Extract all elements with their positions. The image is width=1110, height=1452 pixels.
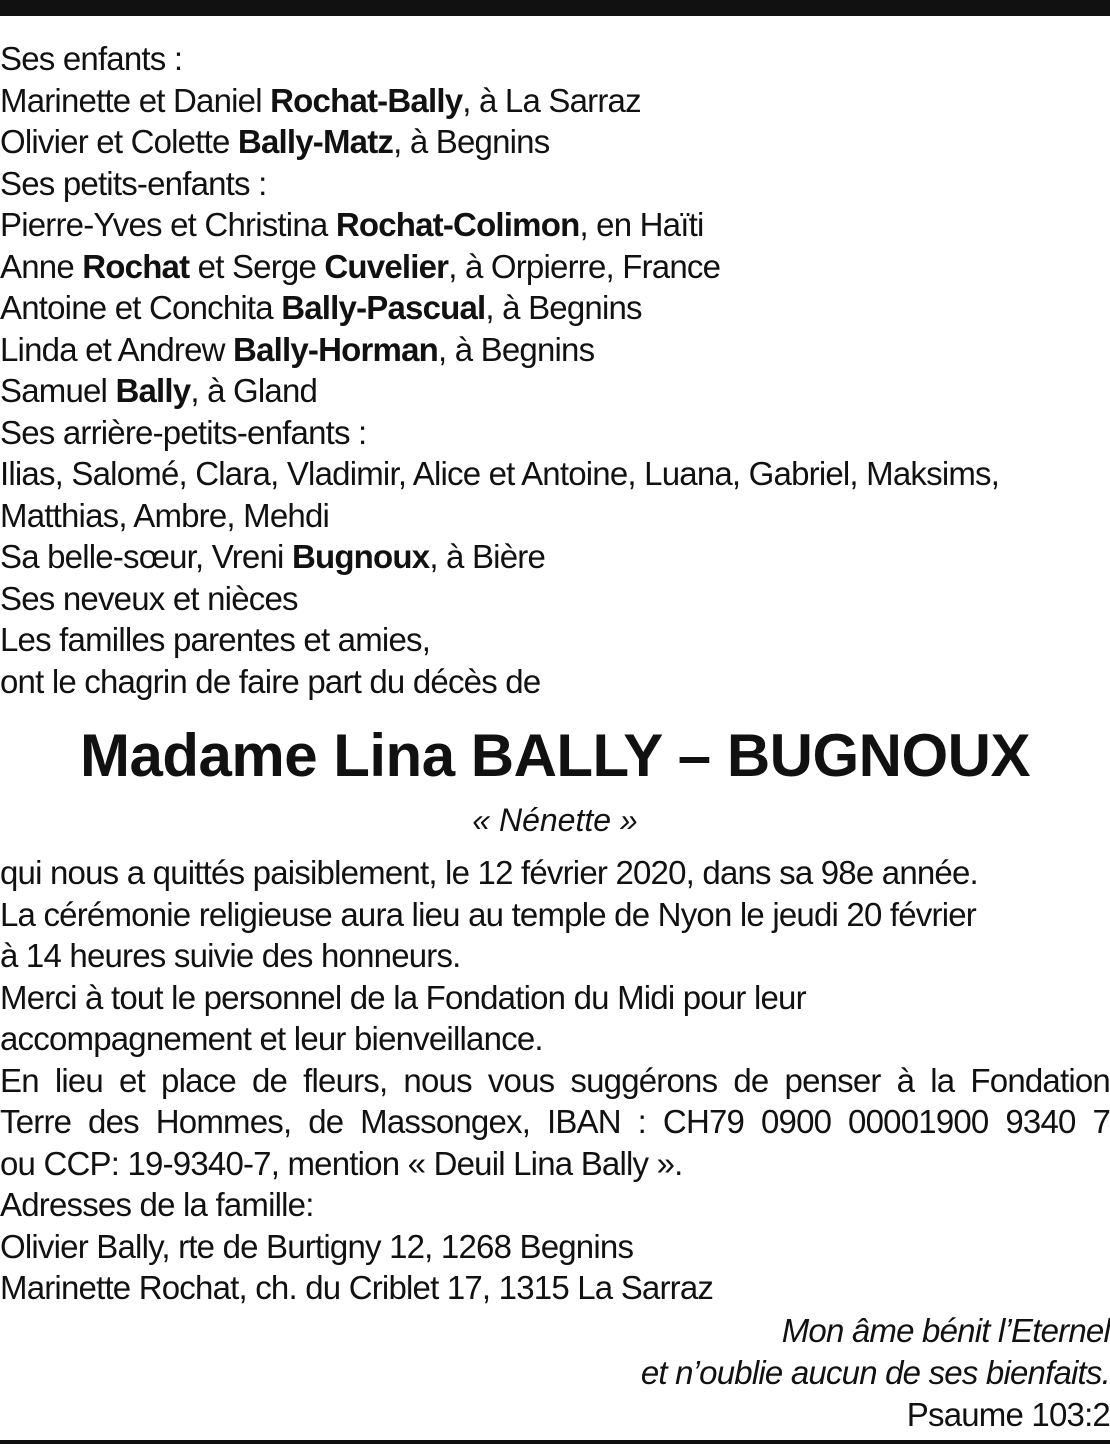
body-line: Marinette Rochat, ch. du Criblet 17, 1315 La Sarraz <box>0 1269 714 1306</box>
body-line: à 14 heures suivie des honneurs. <box>0 937 461 974</box>
family-surname: Bally-Pascual <box>281 289 486 326</box>
family-line <box>0 80 1110 122</box>
family-text: , à Begnins <box>438 330 595 368</box>
family-text: Olivier et Colette <box>0 123 238 160</box>
body-line: qui nous a quittés paisiblement, le 12 février 2020, dans sa 98e année. <box>0 854 978 891</box>
family-text: Ses arrière-petits-enfants : <box>0 413 367 451</box>
verse-line-1: Mon âme bénit l’Eternel <box>781 1312 1110 1349</box>
top-rule <box>0 0 1110 16</box>
family-text: Matthias, Ambre, Mehdi <box>0 496 330 534</box>
family-surname: Bugnoux <box>291 538 430 575</box>
body-line: En lieu et place de fleurs, nous vous suggérons de penser à la Fondation <box>0 1061 1110 1099</box>
family-line <box>0 163 1110 205</box>
family-text: Marinette et Daniel <box>0 81 271 119</box>
family-surname: Rochat <box>82 247 190 285</box>
bottom-rule <box>0 1440 1110 1444</box>
family-text: , en Haïti <box>579 206 704 243</box>
family-line <box>0 370 1110 412</box>
family-line <box>0 287 1110 329</box>
body-line: Adresses de la famille: <box>0 1186 314 1223</box>
family-text: Ses enfants : <box>0 40 183 77</box>
family-text: , à Begnins <box>393 123 550 160</box>
body-line: La cérémonie religieuse aura lieu au temple de Nyon le jeudi 20 février <box>0 895 976 933</box>
family-text: , à Begnins <box>485 289 642 326</box>
family-text: Antoine et Conchita <box>0 289 282 326</box>
family-text: , à Orpierre, France <box>448 247 721 285</box>
family-surname: Rochat-Bally <box>270 81 463 119</box>
body-line: Olivier Bally, rte de Burtigny 12, 1268 Begnins <box>0 1227 634 1265</box>
body-line: ou CCP: 19-9340-7, mention « Deuil Lina Bally ». <box>0 1144 683 1182</box>
family-text: Ilias, Salomé, Clara, Vladimir, Alice et Antoine, Luana, Gabriel, Maksims, <box>0 455 1000 492</box>
announcement-body <box>0 852 1110 1309</box>
family-surname: Rochat-Colimon <box>335 206 580 243</box>
family-line <box>0 329 1110 371</box>
family-line <box>0 204 1110 246</box>
family-text: ont le chagrin de faire part du décès de <box>0 662 541 700</box>
family-text: Linda et Andrew <box>0 330 234 368</box>
family-line <box>0 619 1110 661</box>
family-line <box>0 578 1110 620</box>
body-line: Merci à tout le personnel de la Fondation du Midi pour leur <box>0 978 806 1016</box>
verse-line-2: et n’oublie aucun de ses bienfaits. <box>640 1354 1110 1391</box>
family-surname: Bally-Matz <box>237 123 394 160</box>
body-line: Terre des Hommes, de Massongex, IBAN : CH79 0900 00001900 9340 7 <box>0 1103 1110 1140</box>
deceased-name: Madame Lina BALLY – BUGNOUX <box>79 722 1031 789</box>
family-surname: Cuvelier <box>324 247 449 285</box>
family-text: , à Bière <box>429 538 546 575</box>
family-line <box>0 246 1110 288</box>
family-text: et Serge <box>189 247 325 285</box>
body-line: accompagnement et leur bienveillance. <box>0 1020 543 1057</box>
family-line <box>0 38 1110 80</box>
psalm-verse <box>0 1310 1110 1436</box>
family-surname: Bally <box>115 372 191 409</box>
family-text: Anne <box>0 247 83 285</box>
family-text: Les familles parentes et amies, <box>0 621 431 658</box>
family-line <box>0 453 1110 495</box>
family-text: Ses petits-enfants : <box>0 164 267 202</box>
family-text: Ses neveux et nièces <box>0 579 298 617</box>
family-line <box>0 412 1110 454</box>
family-text: Pierre-Yves et Christina <box>0 206 336 243</box>
family-text: , à La Sarraz <box>462 81 641 119</box>
deceased-nickname: « Nénette » <box>472 802 638 838</box>
family-line <box>0 121 1110 163</box>
family-line <box>0 661 1110 703</box>
family-text: Sa belle-sœur, Vreni <box>0 538 292 575</box>
family-surname: Bally-Horman <box>233 330 438 368</box>
family-text: Samuel <box>0 372 116 409</box>
family-list <box>0 38 1110 702</box>
family-text: , à Gland <box>190 372 318 409</box>
family-line <box>0 536 1110 578</box>
verse-reference: Psaume 103:2 <box>906 1396 1110 1433</box>
family-line <box>0 495 1110 537</box>
